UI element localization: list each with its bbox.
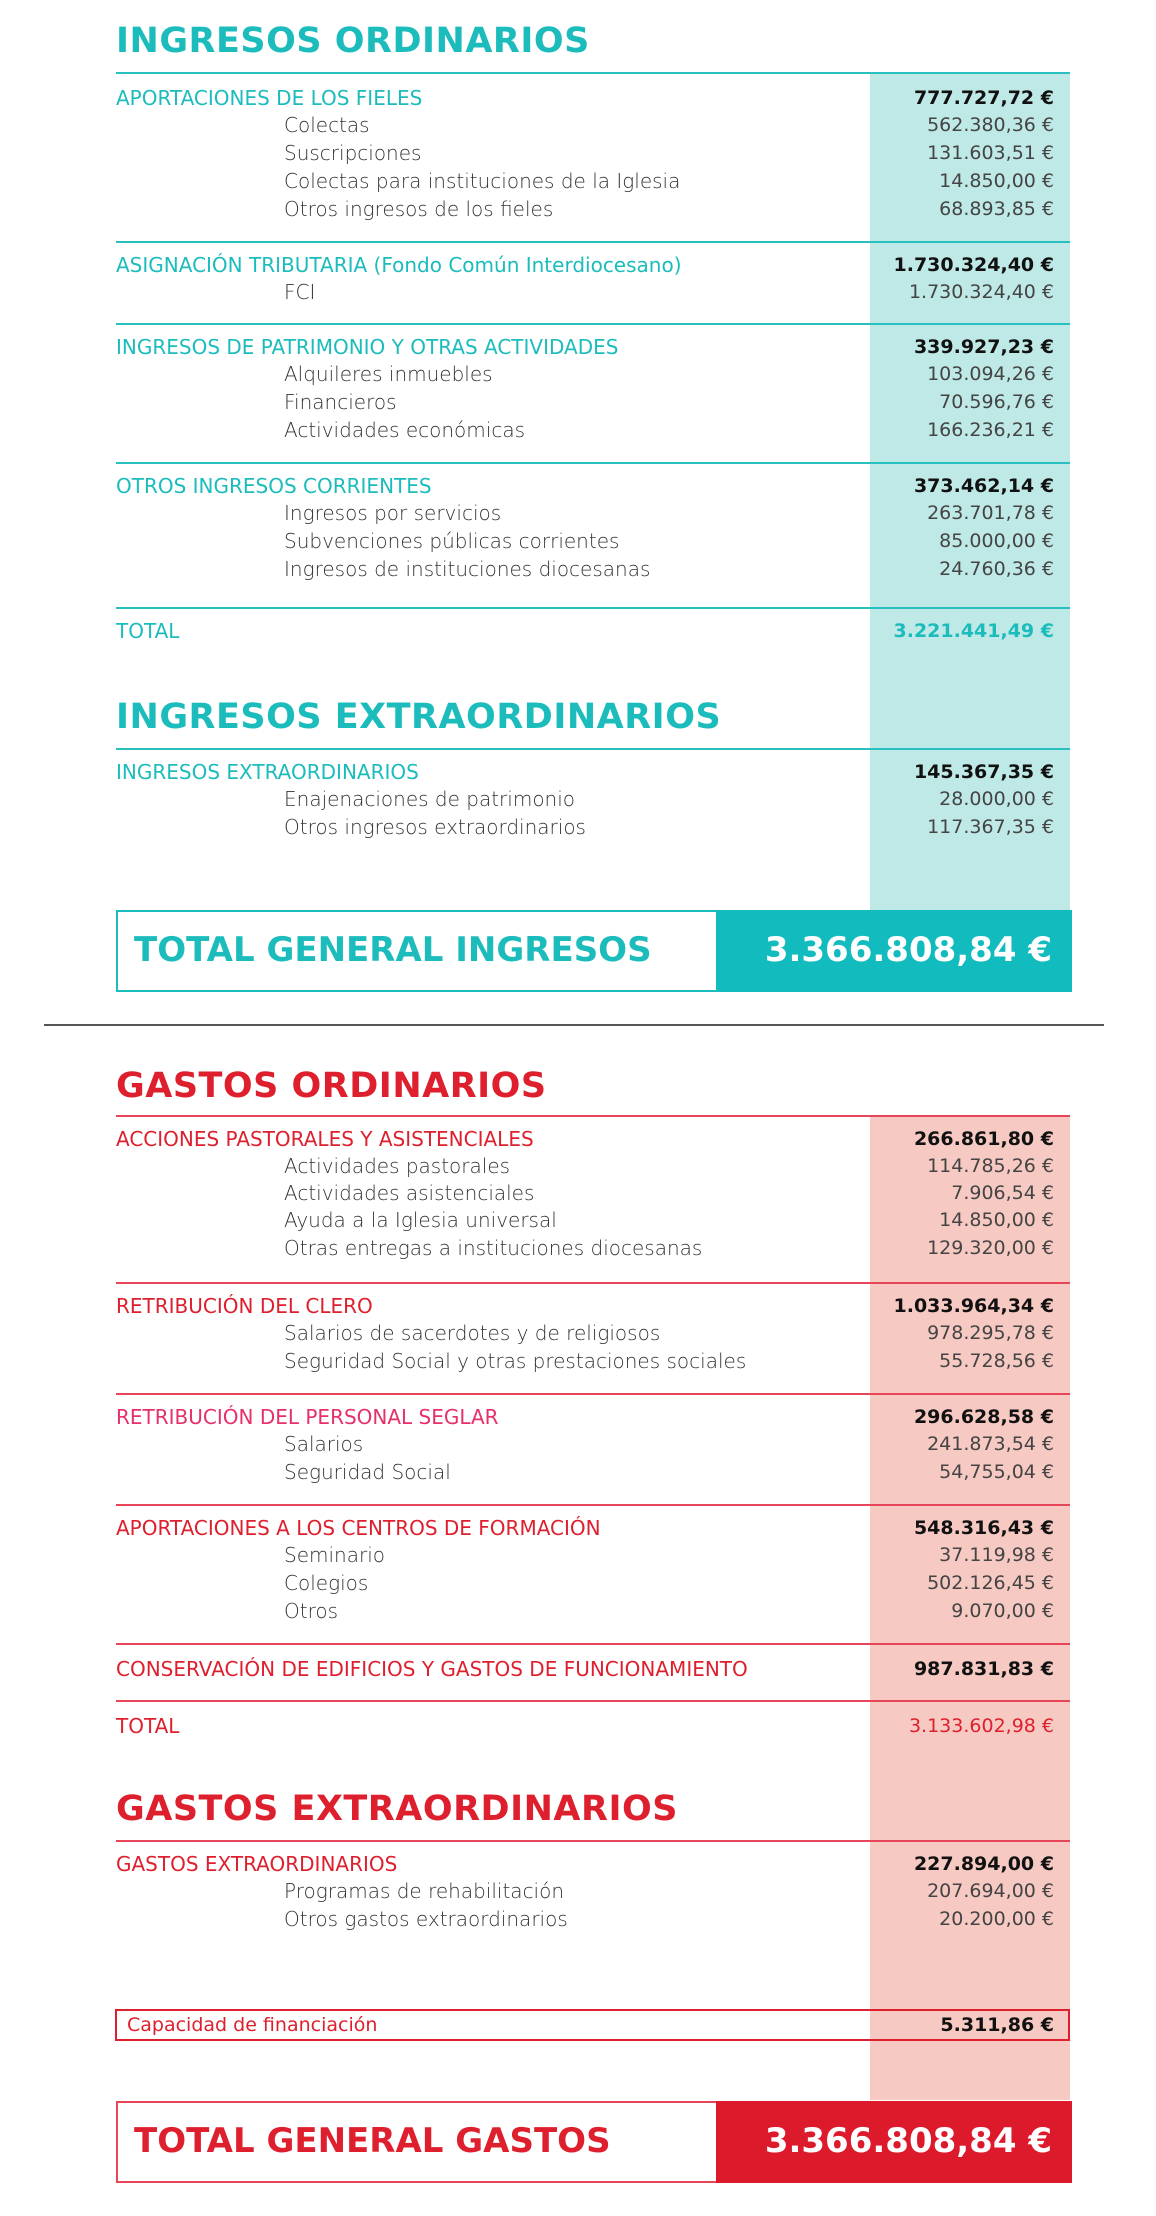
list-item-amount: 28.000,00 €	[939, 788, 1054, 810]
total-general-gastos-box	[116, 2101, 1070, 2183]
section-total: 296.628,58 €	[913, 1406, 1054, 1428]
section-total: 1.730.324,40 €	[893, 254, 1054, 276]
list-item: Salarios	[284, 1432, 364, 1456]
list-item-amount: 131.603,51 €	[927, 142, 1054, 164]
list-item: Otros ingresos de los fieles	[284, 197, 554, 221]
list-item-amount: 24.760,36 €	[939, 558, 1054, 580]
ingresos-total-value: 3.221.441,49 €	[893, 620, 1054, 642]
list-item-amount: 117.367,35 €	[927, 816, 1054, 838]
section-title: APORTACIONES DE LOS FIELES	[116, 86, 423, 110]
section-total: 266.861,80 €	[913, 1128, 1054, 1150]
list-item: Otros	[284, 1599, 339, 1623]
list-item-amount: 562.380,36 €	[927, 114, 1054, 136]
divider	[116, 1643, 1070, 1645]
divider	[116, 1393, 1070, 1395]
divider	[116, 72, 1070, 74]
list-item-amount: 241.873,54 €	[927, 1433, 1054, 1455]
list-item-amount: 55.728,56 €	[939, 1350, 1054, 1372]
list-item-amount: 166.236,21 €	[927, 419, 1054, 441]
total-general-ingresos-label: TOTAL GENERAL INGRESOS	[134, 930, 652, 970]
list-item: Colegios	[284, 1571, 369, 1595]
divider	[116, 323, 1070, 325]
divider	[116, 607, 1070, 609]
list-item-amount: 85.000,00 €	[939, 530, 1054, 552]
list-item: Seminario	[284, 1543, 385, 1567]
list-item: Suscripciones	[284, 141, 422, 165]
gastos-total-value: 3.133.602,98 €	[908, 1715, 1054, 1737]
section-title: INGRESOS DE PATRIMONIO Y OTRAS ACTIVIDADES	[116, 335, 619, 359]
list-item: Colectas para instituciones de la Iglesia	[284, 169, 681, 193]
list-item: Seguridad Social y otras prestaciones sociales	[284, 1349, 747, 1373]
list-item-amount: 263.701,78 €	[927, 502, 1054, 524]
list-item-amount: 54,755,04 €	[939, 1461, 1054, 1483]
list-item-amount: 502.126,45 €	[927, 1572, 1054, 1594]
divider	[116, 1282, 1070, 1284]
divider	[116, 1115, 1070, 1117]
section-title-main: ASIGNACIÓN TRIBUTARIA	[116, 253, 368, 277]
divider	[116, 748, 1070, 750]
section-subtitle: (Fondo Común Interdiocesano)	[373, 253, 682, 277]
section-total: 339.927,23 €	[913, 336, 1054, 358]
total-general-ingresos-box	[116, 910, 1070, 992]
list-item: Actividades económicas	[284, 418, 526, 442]
section-title: INGRESOS EXTRAORDINARIOS	[116, 760, 419, 784]
list-item: Salarios de sacerdotes y de religiosos	[284, 1321, 661, 1345]
list-item: Seguridad Social	[284, 1460, 451, 1484]
section-separator	[44, 1024, 1104, 1026]
list-item-amount: 1.730.324,40 €	[908, 281, 1054, 303]
ingresos-extraordinarios-title: INGRESOS EXTRAORDINARIOS	[116, 697, 722, 737]
list-item: Actividades pastorales	[284, 1154, 511, 1178]
list-item: Programas de rehabilitación	[284, 1879, 565, 1903]
list-item: Otros ingresos extraordinarios	[284, 815, 586, 839]
capacidad-financiacion-value: 5.311,86 €	[940, 2014, 1054, 2036]
list-item-amount: 14.850,00 €	[939, 1209, 1054, 1231]
divider	[116, 1700, 1070, 1702]
list-item: Subvenciones públicas corrientes	[284, 529, 620, 553]
total-general-gastos-value: 3.366.808,84 €	[764, 2121, 1052, 2161]
list-item: Otras entregas a instituciones diocesanas	[284, 1236, 703, 1260]
list-item: Ayuda a la Iglesia universal	[284, 1208, 557, 1232]
gastos-extraordinarios-title: GASTOS EXTRAORDINARIOS	[116, 1789, 678, 1829]
ingresos-total-label: TOTAL	[116, 619, 180, 643]
section-title: RETRIBUCIÓN DEL PERSONAL SEGLAR	[116, 1405, 499, 1429]
divider	[116, 1504, 1070, 1506]
list-item-amount: 7.906,54 €	[951, 1182, 1054, 1204]
list-item-amount: 9.070,00 €	[951, 1600, 1054, 1622]
section-total: 145.367,35 €	[913, 761, 1054, 783]
section-title: ACCIONES PASTORALES Y ASISTENCIALES	[116, 1127, 534, 1151]
list-item-amount: 129.320,00 €	[927, 1237, 1054, 1259]
section-title: CONSERVACIÓN DE EDIFICIOS Y GASTOS DE FUNCIONAMIENTO	[116, 1657, 748, 1681]
capacidad-financiacion-label: Capacidad de financiación	[127, 2014, 378, 2036]
gastos-total-label: TOTAL	[116, 1714, 180, 1738]
section-title: GASTOS EXTRAORDINARIOS	[116, 1852, 398, 1876]
divider	[116, 241, 1070, 243]
list-item: Ingresos por servicios	[284, 501, 502, 525]
section-title: RETRIBUCIÓN DEL CLERO	[116, 1294, 373, 1318]
list-item: Actividades asistenciales	[284, 1181, 535, 1205]
section-title: APORTACIONES A LOS CENTROS DE FORMACIÓN	[116, 1516, 601, 1540]
total-general-ingresos-value: 3.366.808,84 €	[764, 930, 1052, 970]
section-title	[116, 253, 682, 277]
list-item-amount: 70.596,76 €	[939, 391, 1054, 413]
list-item: Otros gastos extraordinarios	[284, 1907, 568, 1931]
gastos-ordinarios-title: GASTOS ORDINARIOS	[116, 1066, 547, 1106]
list-item-amount: 68.893,85 €	[939, 198, 1054, 220]
list-item-amount: 20.200,00 €	[939, 1908, 1054, 1930]
list-item: FCI	[284, 280, 316, 304]
divider	[116, 1840, 1070, 1842]
list-item-amount: 37.119,98 €	[939, 1544, 1054, 1566]
list-item-amount: 103.094,26 €	[927, 363, 1054, 385]
section-total: 373.462,14 €	[913, 475, 1054, 497]
divider	[116, 462, 1070, 464]
list-item: Financieros	[284, 390, 397, 414]
section-total: 1.033.964,34 €	[893, 1295, 1054, 1317]
section-total: 227.894,00 €	[913, 1853, 1054, 1875]
list-item: Colectas	[284, 113, 370, 137]
list-item: Enajenaciones de patrimonio	[284, 787, 576, 811]
list-item-amount: 14.850,00 €	[939, 170, 1054, 192]
ingresos-ordinarios-title: INGRESOS ORDINARIOS	[116, 21, 590, 61]
list-item: Alquileres inmuebles	[284, 362, 493, 386]
list-item-amount: 978.295,78 €	[927, 1322, 1054, 1344]
list-item-amount: 207.694,00 €	[927, 1880, 1054, 1902]
section-total: 987.831,83 €	[913, 1658, 1054, 1680]
total-general-gastos-label: TOTAL GENERAL GASTOS	[134, 2121, 611, 2161]
section-title: OTROS INGRESOS CORRIENTES	[116, 474, 432, 498]
capacidad-financiacion-box	[115, 2009, 1070, 2041]
list-item: Ingresos de instituciones diocesanas	[284, 557, 651, 581]
section-total: 548.316,43 €	[913, 1517, 1054, 1539]
section-total: 777.727,72 €	[913, 87, 1054, 109]
list-item-amount: 114.785,26 €	[927, 1155, 1054, 1177]
